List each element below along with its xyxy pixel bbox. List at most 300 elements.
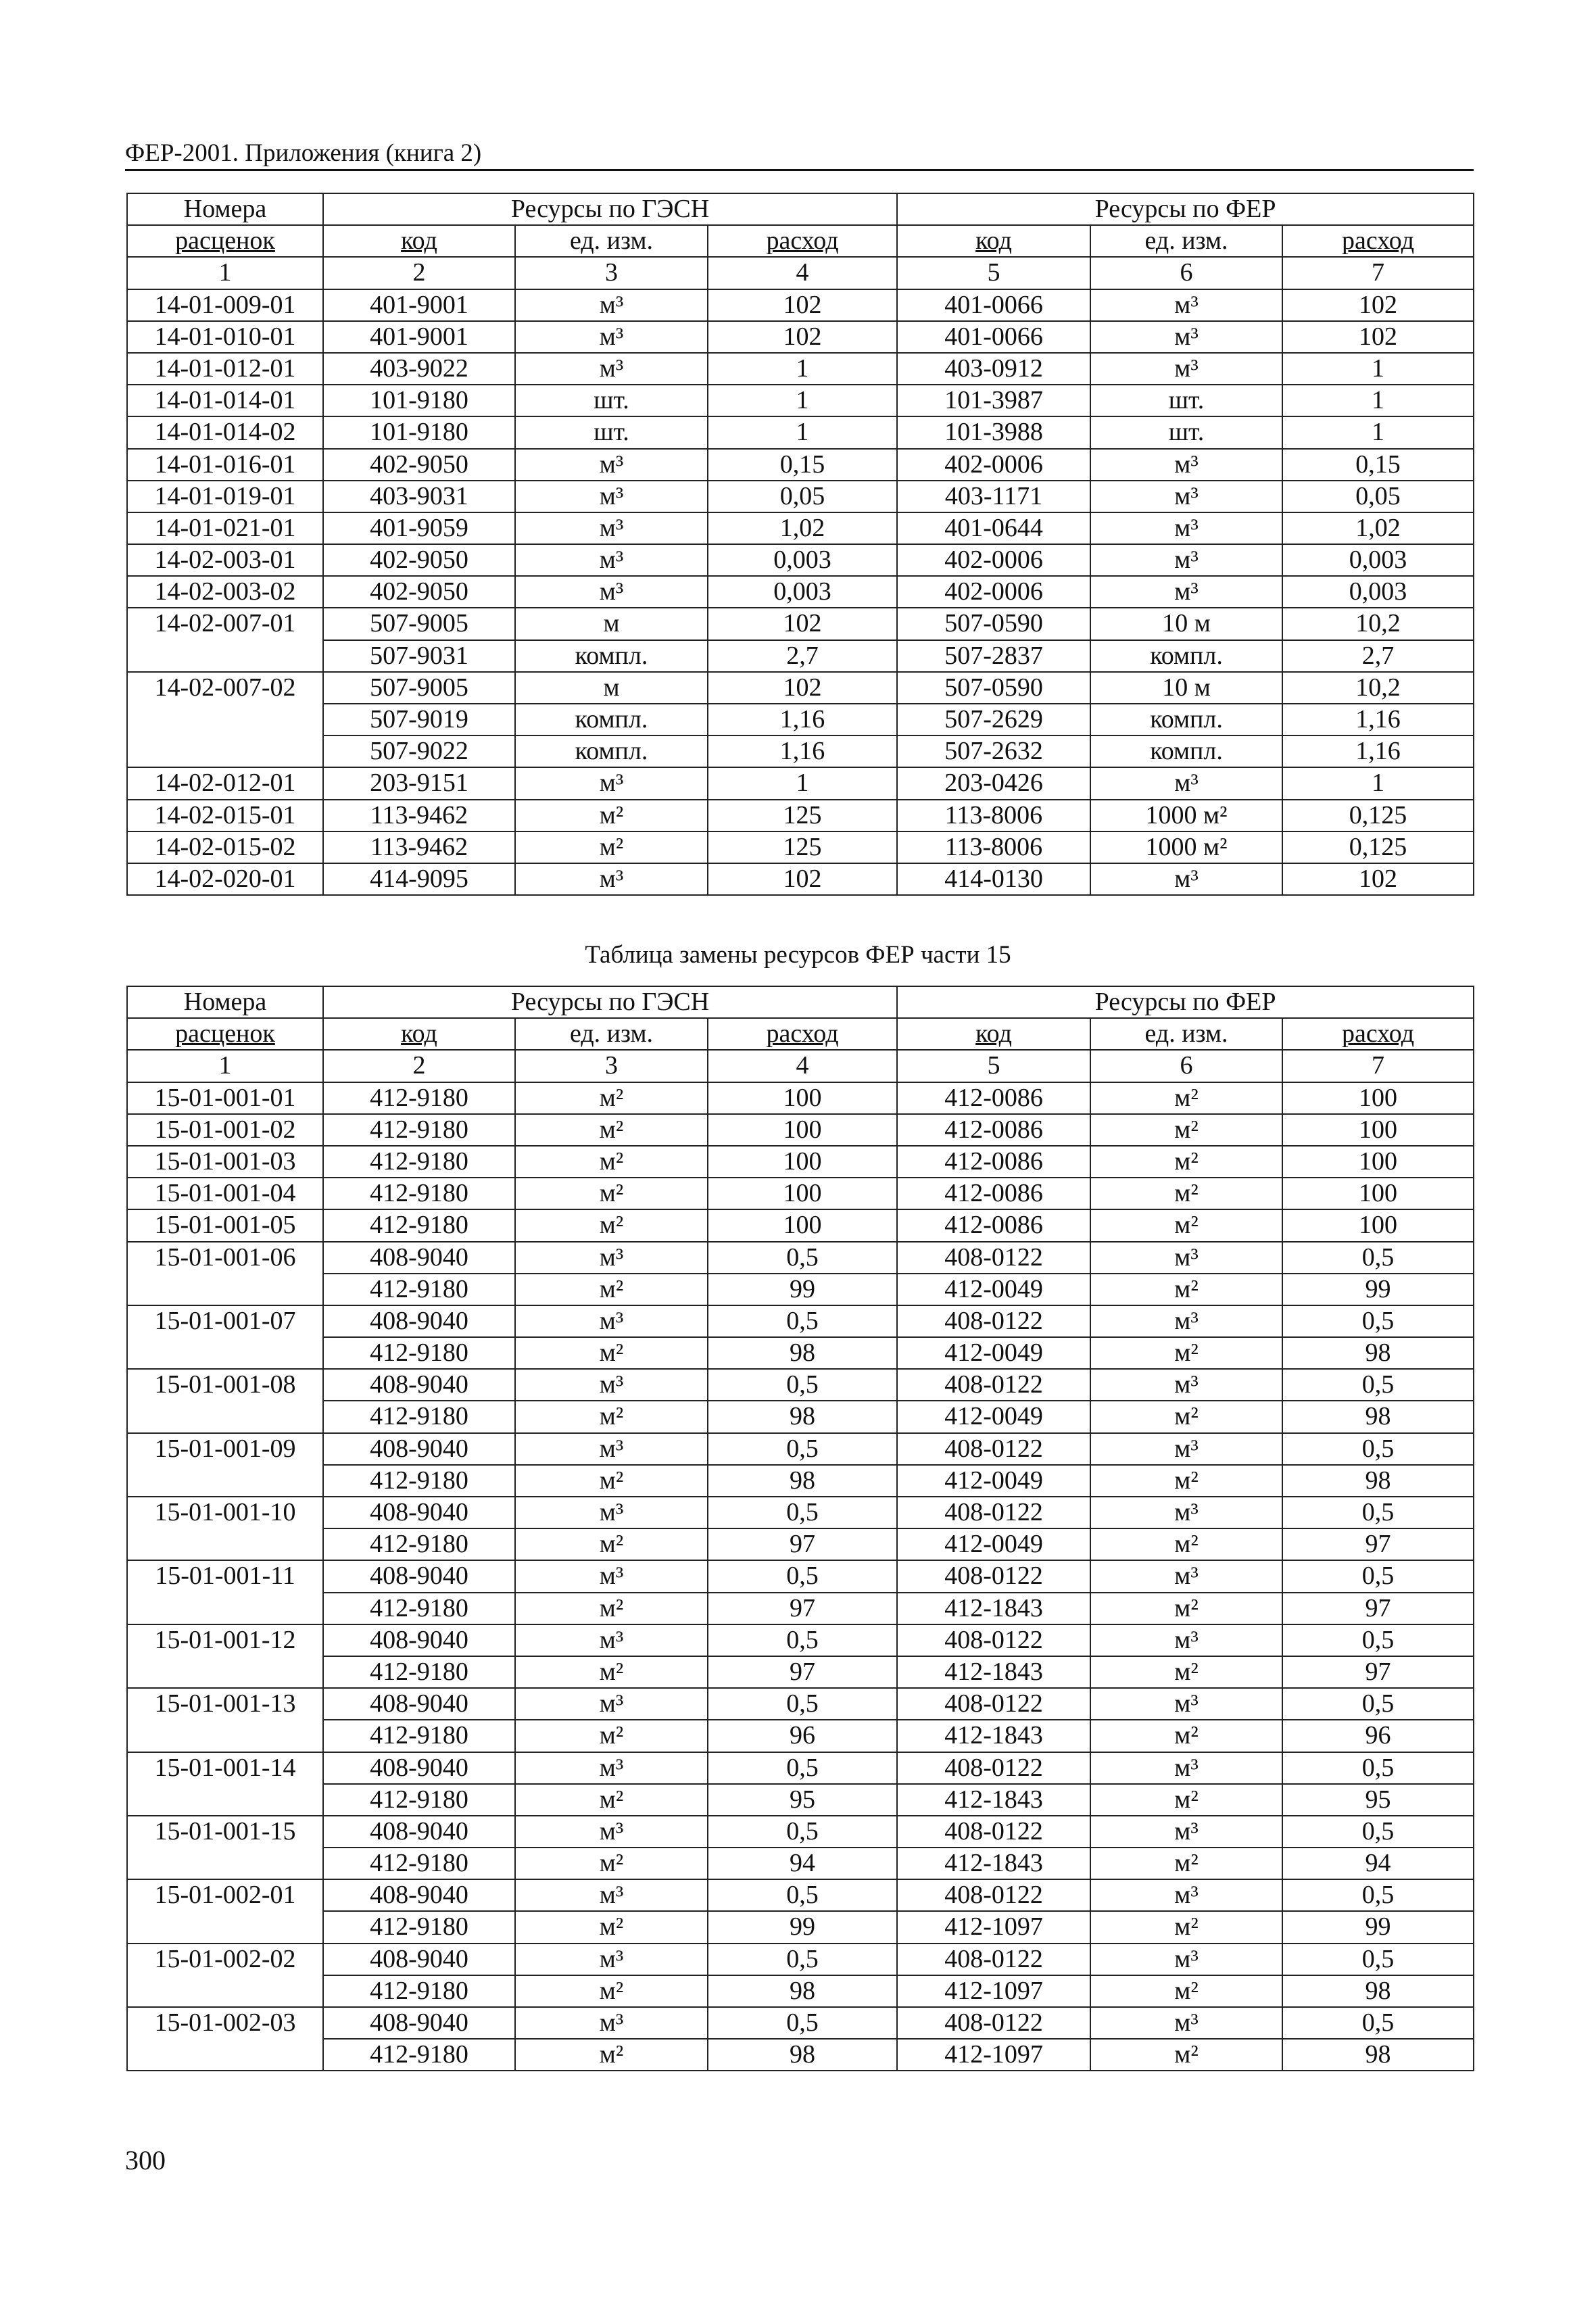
header-consumption: расход [708,1018,897,1050]
gesn-code: 412-9180 [323,1401,515,1432]
rate-number: 15-01-002-01 [127,1879,323,1943]
fer-consumption: 96 [1282,1720,1474,1752]
gesn-consumption: 125 [708,831,897,863]
fer-code: 412-0049 [897,1401,1090,1432]
gesn-consumption: 0,5 [708,1369,897,1401]
fer-unit: м² [1090,1209,1282,1241]
gesn-code: 401-9059 [323,512,515,544]
column-number: 5 [897,1050,1090,1082]
gesn-unit: м³ [515,544,708,576]
fer-unit: компл. [1090,704,1282,735]
header-fer-resources: Ресурсы по ФЕР [897,986,1474,1018]
fer-consumption: 1,16 [1282,704,1474,735]
fer-code: 412-1843 [897,1720,1090,1752]
fer-code: 401-0644 [897,512,1090,544]
fer-code: 408-0122 [897,1433,1090,1465]
gesn-code: 408-9040 [323,1816,515,1848]
table-row [127,767,1474,799]
header-consumption: расход [1282,1018,1474,1050]
fer-unit: м³ [1090,1369,1282,1401]
fer-consumption: 98 [1282,1465,1474,1497]
gesn-consumption: 97 [708,1593,897,1624]
gesn-code: 507-9005 [323,608,515,640]
fer-code: 412-1097 [897,1975,1090,2007]
table-row [127,1848,1474,1879]
fer-unit: м² [1090,1975,1282,2007]
fer-consumption: 97 [1282,1656,1474,1688]
column-number: 3 [515,1050,708,1082]
table-row [127,289,1474,321]
fer-unit: компл. [1090,735,1282,767]
fer-code: 412-0049 [897,1465,1090,1497]
fer-consumption: 0,5 [1282,1560,1474,1592]
gesn-consumption: 0,5 [708,1305,897,1337]
rate-number: 15-01-001-06 [127,1242,323,1305]
gesn-code: 408-9040 [323,1497,515,1528]
gesn-unit: м³ [515,576,708,608]
gesn-unit: м³ [515,1560,708,1592]
header-consumption: расход [1282,225,1474,257]
gesn-code: 408-9040 [323,1560,515,1592]
fer-unit: м³ [1090,353,1282,385]
fer-unit: м³ [1090,1816,1282,1848]
fer-code: 408-0122 [897,1752,1090,1784]
fer-unit: м³ [1090,1433,1282,1465]
fer-code: 412-0049 [897,1274,1090,1305]
header-rule [125,169,1474,171]
gesn-unit: м [515,672,708,704]
gesn-unit: м³ [515,321,708,353]
gesn-code: 412-9180 [323,1528,515,1560]
gesn-consumption: 0,5 [708,1560,897,1592]
fer-consumption: 95 [1282,1784,1474,1816]
fer-code: 412-0049 [897,1528,1090,1560]
fer-consumption: 1,16 [1282,735,1474,767]
gesn-unit: м³ [515,1369,708,1401]
fer-code: 414-0130 [897,863,1090,895]
table-row [127,1433,1474,1465]
gesn-unit: м³ [515,1688,708,1720]
gesn-code: 402-9050 [323,576,515,608]
fer-code: 403-1171 [897,481,1090,512]
fer-code: 113-8006 [897,800,1090,831]
table-row [127,831,1474,863]
gesn-code: 402-9050 [323,449,515,481]
gesn-consumption: 0,5 [708,1624,897,1656]
rate-number: 15-01-001-13 [127,1688,323,1752]
gesn-code: 507-9031 [323,640,515,672]
header-rate-number: Номера [127,193,323,225]
table-row [127,672,1474,704]
table-title: Таблица замены ресурсов ФЕР части 15 [585,941,1011,969]
column-number-row [127,1050,1474,1082]
fer-code: 507-0590 [897,608,1090,640]
gesn-unit: м³ [515,1879,708,1911]
gesn-consumption: 1,02 [708,512,897,544]
fer-code: 408-0122 [897,1624,1090,1656]
gesn-code: 412-9180 [323,1337,515,1369]
gesn-consumption: 102 [708,863,897,895]
fer-consumption: 94 [1282,1848,1474,1879]
gesn-code: 412-9180 [323,1146,515,1178]
fer-consumption: 102 [1282,863,1474,895]
gesn-consumption: 94 [708,1848,897,1879]
resource-table-part14 [126,193,1474,896]
table-row [127,640,1474,672]
table-row [127,735,1474,767]
table-row [127,512,1474,544]
table-row [127,1593,1474,1624]
fer-unit: м³ [1090,767,1282,799]
fer-consumption: 0,5 [1282,1242,1474,1274]
column-number-row [127,257,1474,289]
table-row [127,1688,1474,1720]
fer-code: 408-0122 [897,1879,1090,1911]
table-row [127,704,1474,735]
fer-consumption: 0,15 [1282,449,1474,481]
fer-consumption: 99 [1282,1274,1474,1305]
column-number: 4 [708,1050,897,1082]
header-code: код [323,1018,515,1050]
fer-consumption: 98 [1282,1975,1474,2007]
fer-unit: м² [1090,1401,1282,1432]
gesn-code: 412-9180 [323,1082,515,1114]
gesn-unit: м³ [515,1242,708,1274]
table-row [127,863,1474,895]
gesn-unit: м² [515,1911,708,1943]
header-fer-resources: Ресурсы по ФЕР [897,193,1474,225]
fer-unit: шт. [1090,416,1282,448]
fer-code: 408-0122 [897,1560,1090,1592]
fer-code: 402-0006 [897,576,1090,608]
fer-unit: 10 м [1090,672,1282,704]
gesn-consumption: 0,5 [708,1433,897,1465]
fer-code: 403-0912 [897,353,1090,385]
rate-number: 14-01-009-01 [127,289,323,321]
rate-number: 14-02-015-02 [127,831,323,863]
fer-code: 507-2629 [897,704,1090,735]
fer-unit: м³ [1090,1560,1282,1592]
gesn-consumption: 1 [708,353,897,385]
fer-code: 408-0122 [897,1369,1090,1401]
header-row [127,225,1474,257]
column-number: 1 [127,1050,323,1082]
header-row [127,1018,1474,1050]
gesn-unit: м² [515,2039,708,2071]
gesn-consumption: 102 [708,321,897,353]
fer-consumption: 0,5 [1282,1752,1474,1784]
fer-consumption: 0,5 [1282,1497,1474,1528]
fer-consumption: 100 [1282,1209,1474,1241]
rate-number: 14-02-015-01 [127,800,323,831]
gesn-code: 401-9001 [323,289,515,321]
table-row [127,481,1474,512]
table-row [127,608,1474,640]
gesn-unit: шт. [515,416,708,448]
table-row [127,1624,1474,1656]
fer-consumption: 0,5 [1282,1369,1474,1401]
gesn-code: 408-9040 [323,1688,515,1720]
gesn-unit: м³ [515,512,708,544]
rate-number: 14-02-012-01 [127,767,323,799]
table-row [127,1337,1474,1369]
gesn-unit: м² [515,1178,708,1209]
rate-number: 15-01-001-04 [127,1178,323,1209]
fer-unit: м² [1090,1465,1282,1497]
fer-consumption: 0,003 [1282,544,1474,576]
fer-code: 412-0086 [897,1178,1090,1209]
fer-consumption: 0,5 [1282,1688,1474,1720]
fer-code: 402-0006 [897,449,1090,481]
gesn-code: 101-9180 [323,385,515,416]
fer-unit: м³ [1090,512,1282,544]
rate-number: 14-02-007-02 [127,672,323,768]
column-number: 6 [1090,1050,1282,1082]
fer-consumption: 97 [1282,1593,1474,1624]
fer-code: 408-0122 [897,1944,1090,1975]
gesn-code: 412-9180 [323,1975,515,2007]
fer-consumption: 0,003 [1282,576,1474,608]
gesn-code: 507-9005 [323,672,515,704]
fer-consumption: 0,125 [1282,800,1474,831]
table-row [127,800,1474,831]
fer-code: 412-1843 [897,1848,1090,1879]
gesn-unit: м² [515,1593,708,1624]
fer-code: 412-1843 [897,1656,1090,1688]
gesn-unit: м³ [515,1816,708,1848]
gesn-unit: м² [515,1337,708,1369]
fer-unit: м³ [1090,576,1282,608]
fer-code: 412-0049 [897,1337,1090,1369]
fer-code: 101-3987 [897,385,1090,416]
gesn-code: 401-9001 [323,321,515,353]
fer-unit: м³ [1090,1497,1282,1528]
table-row [127,1465,1474,1497]
table-row [127,1114,1474,1146]
resource-table-part15 [126,986,1474,2071]
table-row [127,1944,1474,1975]
fer-consumption: 0,5 [1282,1879,1474,1911]
rate-number: 14-02-003-02 [127,576,323,608]
fer-consumption: 0,5 [1282,2007,1474,2039]
fer-consumption: 100 [1282,1082,1474,1114]
gesn-consumption: 102 [708,289,897,321]
gesn-code: 412-9180 [323,1848,515,1879]
gesn-consumption: 1 [708,767,897,799]
table-row [127,1911,1474,1943]
header-row [127,986,1474,1018]
table-row [127,1784,1474,1816]
column-number: 6 [1090,257,1282,289]
gesn-code: 101-9180 [323,416,515,448]
rate-number: 14-02-020-01 [127,863,323,895]
table-row [127,1656,1474,1688]
fer-unit: м³ [1090,1624,1282,1656]
fer-consumption: 0,5 [1282,1816,1474,1848]
fer-code: 412-1097 [897,1911,1090,1943]
column-number: 7 [1282,1050,1474,1082]
table-row [127,449,1474,481]
gesn-unit: м³ [515,449,708,481]
gesn-unit: м³ [515,2007,708,2039]
gesn-code: 408-9040 [323,1369,515,1401]
column-number: 2 [323,1050,515,1082]
column-number: 4 [708,257,897,289]
gesn-code: 408-9040 [323,1242,515,1274]
gesn-code: 412-9180 [323,1178,515,1209]
gesn-code: 408-9040 [323,1624,515,1656]
rate-number: 14-01-014-01 [127,385,323,416]
fer-consumption: 1 [1282,353,1474,385]
gesn-consumption: 97 [708,1656,897,1688]
gesn-unit: м³ [515,1944,708,1975]
gesn-unit: компл. [515,640,708,672]
header-rate-number: расценок [127,225,323,257]
gesn-unit: м² [515,1975,708,2007]
gesn-unit: м² [515,1146,708,1178]
gesn-consumption: 100 [708,1114,897,1146]
fer-consumption: 98 [1282,1401,1474,1432]
gesn-consumption: 0,5 [708,1688,897,1720]
fer-unit: м³ [1090,1752,1282,1784]
fer-unit: м³ [1090,1688,1282,1720]
fer-unit: м³ [1090,863,1282,895]
rate-number: 15-01-001-11 [127,1560,323,1624]
fer-unit: м³ [1090,449,1282,481]
table-row [127,1752,1474,1784]
gesn-code: 412-9180 [323,1209,515,1241]
fer-unit: м³ [1090,1242,1282,1274]
gesn-consumption: 0,5 [708,2007,897,2039]
gesn-consumption: 1,16 [708,735,897,767]
gesn-consumption: 95 [708,1784,897,1816]
fer-consumption: 1 [1282,767,1474,799]
gesn-consumption: 100 [708,1209,897,1241]
fer-unit: компл. [1090,640,1282,672]
gesn-consumption: 0,5 [708,1879,897,1911]
gesn-unit: м² [515,1114,708,1146]
gesn-consumption: 100 [708,1082,897,1114]
gesn-unit: м² [515,831,708,863]
fer-unit: м² [1090,1784,1282,1816]
fer-consumption: 0,5 [1282,1624,1474,1656]
fer-code: 408-0122 [897,1688,1090,1720]
gesn-consumption: 125 [708,800,897,831]
fer-unit: м² [1090,1337,1282,1369]
gesn-consumption: 0,003 [708,576,897,608]
gesn-consumption: 0,003 [708,544,897,576]
column-number: 1 [127,257,323,289]
fer-unit: м² [1090,1146,1282,1178]
fer-consumption: 100 [1282,1178,1474,1209]
table-row [127,1560,1474,1592]
table-row [127,1879,1474,1911]
gesn-unit: м [515,608,708,640]
rate-number: 15-01-002-03 [127,2007,323,2071]
gesn-unit: м² [515,1656,708,1688]
fer-code: 408-0122 [897,1497,1090,1528]
gesn-code: 408-9040 [323,1433,515,1465]
fer-unit: шт. [1090,385,1282,416]
gesn-code: 412-9180 [323,1656,515,1688]
fer-unit: м³ [1090,544,1282,576]
fer-code: 507-0590 [897,672,1090,704]
gesn-unit: м² [515,800,708,831]
gesn-code: 408-9040 [323,1879,515,1911]
gesn-consumption: 98 [708,1975,897,2007]
gesn-code: 113-9462 [323,831,515,863]
fer-unit: м² [1090,2039,1282,2071]
fer-consumption: 98 [1282,1337,1474,1369]
page-number: 300 [125,2145,166,2175]
fer-unit: м² [1090,1848,1282,1879]
fer-unit: м² [1090,1082,1282,1114]
fer-consumption: 10,2 [1282,672,1474,704]
gesn-unit: м³ [515,1752,708,1784]
gesn-unit: м² [515,1401,708,1432]
gesn-consumption: 97 [708,1528,897,1560]
table-row [127,1720,1474,1752]
fer-consumption: 0,125 [1282,831,1474,863]
rate-number: 14-01-016-01 [127,449,323,481]
column-number: 2 [323,257,515,289]
fer-consumption: 99 [1282,1911,1474,1943]
table-row [127,1082,1474,1114]
rate-number: 14-01-014-02 [127,416,323,448]
fer-unit: м² [1090,1528,1282,1560]
table-row [127,385,1474,416]
table-row [127,1401,1474,1432]
gesn-unit: м² [515,1465,708,1497]
fer-code: 507-2837 [897,640,1090,672]
gesn-unit: м² [515,1209,708,1241]
fer-code: 412-0086 [897,1209,1090,1241]
table-row [127,576,1474,608]
gesn-code: 402-9050 [323,544,515,576]
rate-number: 14-02-003-01 [127,544,323,576]
header-row [127,193,1474,225]
fer-consumption: 1 [1282,416,1474,448]
gesn-code: 414-9095 [323,863,515,895]
gesn-consumption: 1 [708,385,897,416]
table-row [127,353,1474,385]
fer-code: 401-0066 [897,321,1090,353]
rate-number: 15-01-001-02 [127,1114,323,1146]
fer-consumption: 0,5 [1282,1305,1474,1337]
header-unit: ед. изм. [1090,1018,1282,1050]
fer-code: 203-0426 [897,767,1090,799]
header-code: код [323,225,515,257]
header-gesn-resources: Ресурсы по ГЭСН [323,193,897,225]
fer-unit: м² [1090,1593,1282,1624]
table-row [127,1242,1474,1274]
fer-unit: м² [1090,1274,1282,1305]
gesn-unit: м³ [515,767,708,799]
rate-number: 15-01-001-05 [127,1209,323,1241]
gesn-unit: компл. [515,735,708,767]
gesn-code: 412-9180 [323,1720,515,1752]
gesn-consumption: 102 [708,672,897,704]
gesn-unit: м³ [515,289,708,321]
rate-number: 15-01-001-10 [127,1497,323,1560]
fer-code: 412-0086 [897,1082,1090,1114]
gesn-unit: м² [515,1082,708,1114]
gesn-code: 403-9031 [323,481,515,512]
gesn-code: 412-9180 [323,1593,515,1624]
header-unit: ед. изм. [1090,225,1282,257]
fer-unit: м³ [1090,1305,1282,1337]
gesn-consumption: 98 [708,2039,897,2071]
